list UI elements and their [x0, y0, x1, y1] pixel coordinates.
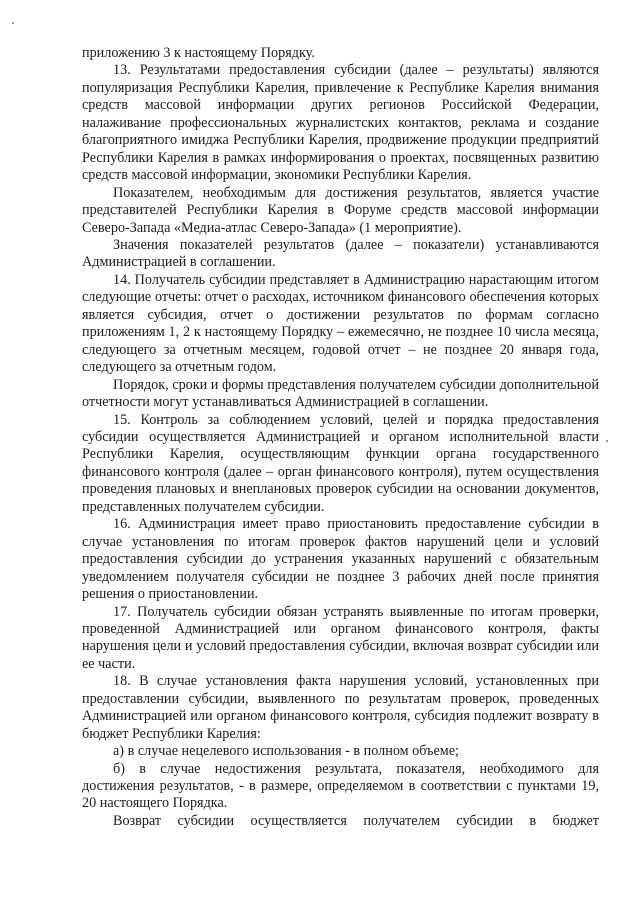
paragraph-item-17: 17. Получатель субсидии обязан устранять выявленные по итогам проверки, проведенной Администрацией или органом финансового контроля, факты нарушения цели и условий предоставления субсидии, включая возврат субсидии или ее части.: [82, 603, 599, 672]
paragraph-indicator-values: Значения показателей результатов (далее – показатели) устанавливаются Администрацией в соглашении.: [82, 236, 599, 271]
paragraph-subitem-b: б) в случае недостижения результата, показателя, необходимого для достижения результатов, - в размере, определяемом в соответствии с пунктами 19, 20 настоящего Порядка.: [82, 760, 599, 812]
paragraph-indicator: Показателем, необходимым для достижения результатов, является участие представителей Республики Карелия в Форуме средств массовой информации Северо-Запада «Медиа-атлас Северо-Запада» (1 мероприятие).: [82, 184, 599, 236]
document-body: [82, 45, 599, 830]
paragraph-continuation: приложению 3 к настоящему Порядку.: [82, 45, 315, 61]
paragraph-subitem-a: а) в случае нецелевого использования - в полном объеме;: [113, 743, 459, 760]
paragraph-item-14: 14. Получатель субсидии представляет в Администрацию нарастающим итогом следующие отчеты: отчет о расходах, источником финансового обеспечения которых является субсидия, отчет о достижении результатов по формам согласно приложениям 1, 2 к настоящему Порядку – ежемесячно, не позднее 10 числа месяца, следующего за отчетным месяцем, годовой отчет – не позднее 20 января года, следующего за отчетным годом.: [82, 271, 599, 376]
paragraph-item-16: 16. Администрация имеет право приостановить предоставление субсидии в случае установления по итогам проверок фактов нарушений цели и условий предоставления субсидии до устранения указанных нарушений с обязательным уведомлением получателя субсидии не позднее 3 рабочих дней после принятия решения о приостановлении.: [82, 516, 599, 603]
paragraph-item-13: 13. Результатами предоставления субсидии (далее – результаты) являются популяризация Республики Карелия, привлечение к Республике Карелия внимания средств массовой информации других регионов Российской Федерации, налаживание профессиональных журналистских контактов, реклама и создание благоприятного имиджа Республики Карелия, продвижение продукции предприятий Республики Карелия в рамках информирования о проектах, посвященных развитию средств массовой информации, экономики Республики Карелия.: [82, 62, 599, 184]
paragraph-refund: Возврат субсидии осуществляется получателем субсидии в бюджет: [113, 812, 599, 829]
paragraph-item-15: 15. Контроль за соблюдением условий, целей и порядка предоставления субсидии осуществляется Администрацией и органом исполнительной власти Республики Карелия, осуществляющим функции органа государственного финансового контроля (далее – орган финансового контроля), путем осуществления проведения плановых и внеплановых проверок субсидии на основании документов, представленных получателем субсидии.: [82, 411, 599, 515]
scan-speck: [606, 440, 608, 442]
paragraph-item-18: 18. В случае установления факта нарушения условий, установленных при предоставлении субсидии, выявленного по результатам проверок, проведенных Администрацией или органом финансового контроля, субсидия подлежит возврату в бюджет Республики Карелия:: [82, 673, 599, 742]
paragraph-reporting-order: Порядок, сроки и формы представления получателем субсидии дополнительной отчетности могут устанавливаться Администрацией в соглашении.: [82, 376, 599, 411]
scan-speck: [12, 22, 14, 24]
